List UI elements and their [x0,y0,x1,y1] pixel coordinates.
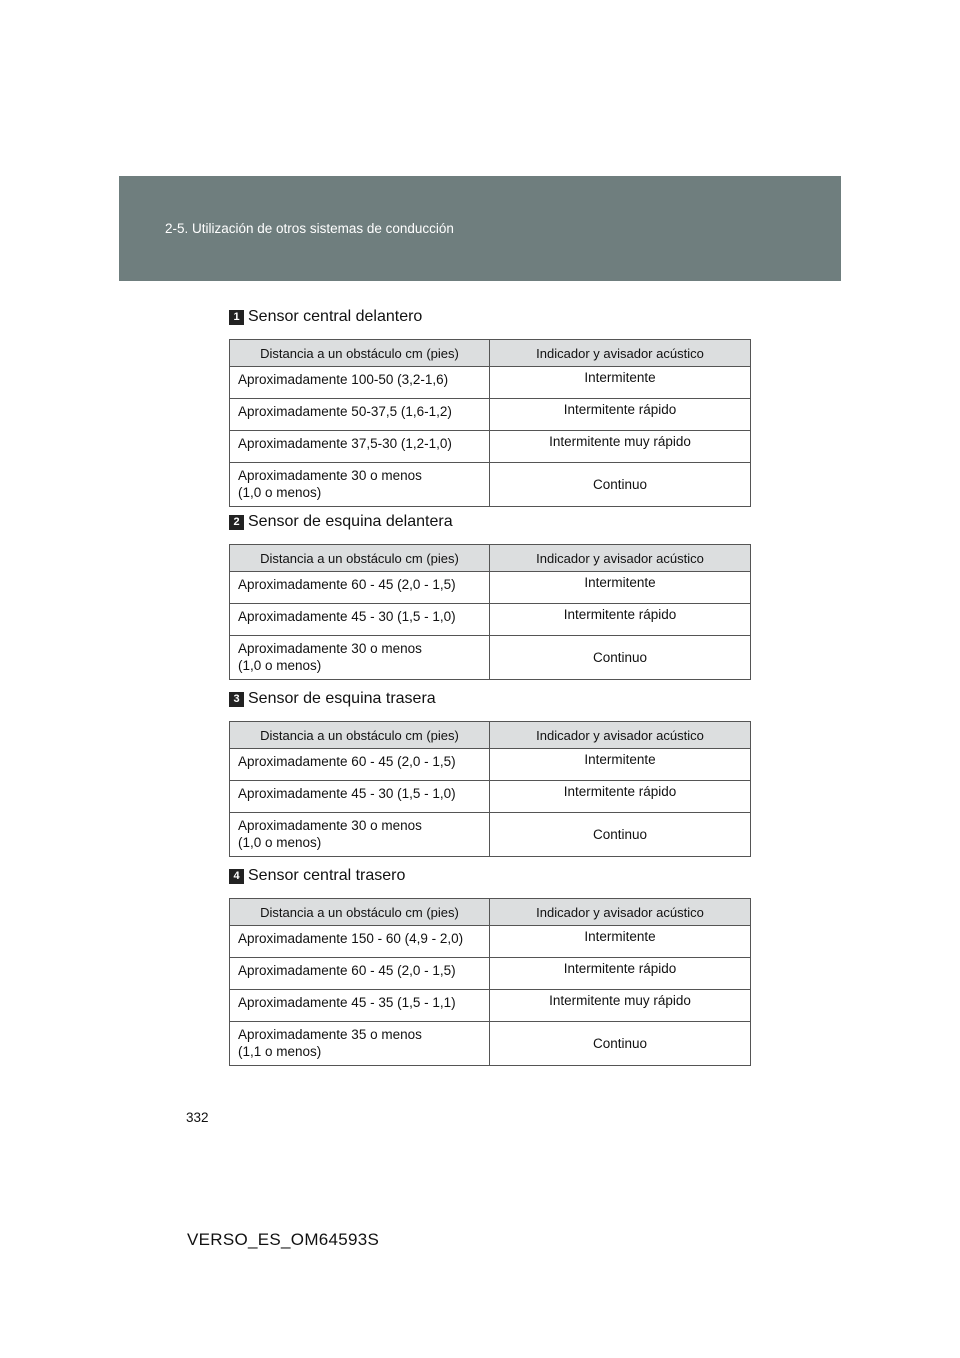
table-row [230,572,751,604]
table-row [230,367,751,399]
table-row [230,636,751,680]
indicator-cell: Intermitente rápido [490,958,751,990]
section-number-badge: 1 [229,310,244,325]
section-title: Sensor de esquina trasera [248,690,436,707]
chapter-header [119,176,841,281]
table-row [230,926,751,958]
indicator-cell: Intermitente [490,926,751,958]
distance-cell: Aproximadamente 150 - 60 (4,9 - 2,0) [230,926,490,958]
table-header-row [230,899,751,926]
section-4 [229,864,750,1066]
column-header-indicator: Indicador y avisador acústico [490,722,751,749]
page-number: 332 [186,1110,209,1125]
distance-cell: Aproximadamente 37,5-30 (1,2-1,0) [230,431,490,463]
distance-cell: Aproximadamente 30 o menos (1,0 o menos) [230,463,490,507]
table-row [230,431,751,463]
column-header-distance: Distancia a un obstáculo cm (pies) [230,722,490,749]
column-header-indicator: Indicador y avisador acústico [490,899,751,926]
table-row [230,749,751,781]
indicator-cell: Continuo [490,813,751,857]
distance-cell: Aproximadamente 60 - 45 (2,0 - 1,5) [230,749,490,781]
table-row [230,399,751,431]
indicator-cell: Continuo [490,1022,751,1066]
distance-cell: Aproximadamente 60 - 45 (2,0 - 1,5) [230,572,490,604]
indicator-cell: Intermitente muy rápido [490,990,751,1022]
distance-cell: Aproximadamente 30 o menos (1,0 o menos) [230,636,490,680]
distance-cell: Aproximadamente 60 - 45 (2,0 - 1,5) [230,958,490,990]
distance-cell: Aproximadamente 100-50 (3,2-1,6) [230,367,490,399]
table-header-row [230,722,751,749]
breadcrumb: 2-5. Utilización de otros sistemas de conducción [165,221,454,236]
table-row [230,604,751,636]
distance-table [229,544,751,680]
column-header-indicator: Indicador y avisador acústico [490,545,751,572]
indicator-cell: Continuo [490,636,751,680]
section-number-badge: 2 [229,515,244,530]
section-heading [229,305,750,329]
indicator-cell: Intermitente rápido [490,604,751,636]
distance-cell: Aproximadamente 35 o menos (1,1 o menos) [230,1022,490,1066]
table-row [230,1022,751,1066]
section-heading [229,510,750,534]
distance-cell: Aproximadamente 45 - 30 (1,5 - 1,0) [230,604,490,636]
distance-table [229,898,751,1066]
indicator-cell: Intermitente [490,749,751,781]
section-number-badge: 3 [229,692,244,707]
indicator-cell: Intermitente [490,572,751,604]
distance-table [229,339,751,507]
section-number-badge: 4 [229,869,244,884]
section-heading [229,687,750,711]
document-code: VERSO_ES_OM64593S [187,1230,380,1249]
indicator-cell: Continuo [490,463,751,507]
distance-cell: Aproximadamente 45 - 30 (1,5 - 1,0) [230,781,490,813]
distance-cell: Aproximadamente 50-37,5 (1,6-1,2) [230,399,490,431]
table-header-row [230,545,751,572]
column-header-distance: Distancia a un obstáculo cm (pies) [230,899,490,926]
indicator-cell: Intermitente [490,367,751,399]
distance-cell: Aproximadamente 45 - 35 (1,5 - 1,1) [230,990,490,1022]
section-title: Sensor de esquina delantera [248,513,453,530]
indicator-cell: Intermitente rápido [490,399,751,431]
indicator-cell: Intermitente rápido [490,781,751,813]
column-header-distance: Distancia a un obstáculo cm (pies) [230,340,490,367]
section-title: Sensor central trasero [248,867,406,884]
table-row [230,781,751,813]
column-header-indicator: Indicador y avisador acústico [490,340,751,367]
section-3 [229,687,750,857]
table-header-row [230,340,751,367]
indicator-cell: Intermitente muy rápido [490,431,751,463]
section-2 [229,510,750,680]
table-row [230,813,751,857]
table-row [230,990,751,1022]
table-row [230,463,751,507]
table-row [230,958,751,990]
section-heading [229,864,750,888]
distance-cell: Aproximadamente 30 o menos (1,0 o menos) [230,813,490,857]
distance-table [229,721,751,857]
section-1 [229,305,750,507]
column-header-distance: Distancia a un obstáculo cm (pies) [230,545,490,572]
section-title: Sensor central delantero [248,308,423,325]
